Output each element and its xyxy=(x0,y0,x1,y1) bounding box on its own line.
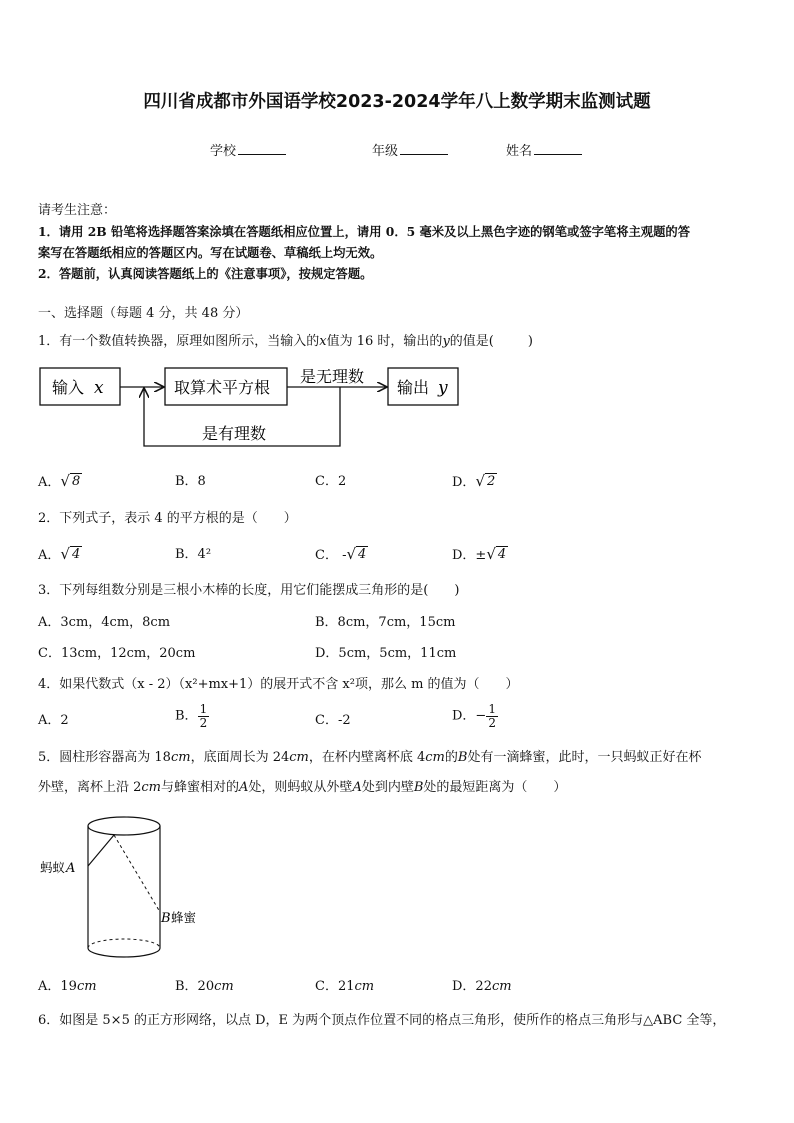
q1-var-y: y xyxy=(442,334,450,349)
section-heading: 一、选择题（每题 4 分，共 48 分） xyxy=(38,306,249,321)
q1-option-d-radicand: 2 xyxy=(487,474,496,489)
q4-option-c: C．-2 xyxy=(315,713,351,728)
q2-stem: 2．下列式子，表示 4 的平方根的是（ ） xyxy=(38,511,297,526)
process-label: 取算术平方根 xyxy=(174,378,271,397)
q5-option-b xyxy=(175,978,234,996)
name-field xyxy=(506,141,582,161)
q5-text: 处有一滴蜂蜜，此时，一只蚂蚁正好在杯 xyxy=(467,750,702,765)
ant-label: 蚂蚁 xyxy=(40,860,66,875)
output-var: y xyxy=(438,378,448,398)
q3-option-c: C．13cm，12cm，20cm xyxy=(38,646,196,661)
q5-cylinder-figure xyxy=(36,808,216,968)
q5-option-c xyxy=(315,978,374,996)
notice-heading: 请考生注意： xyxy=(38,203,117,218)
q5-option-d-value: D．22 xyxy=(452,979,492,994)
q1-option-b: B．8 xyxy=(175,474,206,489)
q2-option-b: B．4² xyxy=(175,547,212,562)
irrational-label: 是无理数 xyxy=(300,367,365,386)
school-blank xyxy=(238,141,286,155)
name-label: 姓名 xyxy=(506,144,533,159)
notice-item-2: 2．答题前，认真阅读答题纸上的《注意事项》，按规定答题。 xyxy=(38,266,373,281)
q3-option-b: B．8cm，7cm，15cm xyxy=(315,615,456,630)
q3-option-a: A．3cm，4cm，8cm xyxy=(38,615,171,630)
q2-option-d-radicand: 4 xyxy=(497,547,507,562)
q1-stem-b: 值为 16 时，输出的 xyxy=(326,334,443,349)
q2-option-c xyxy=(315,546,368,565)
point-b: B xyxy=(413,780,424,795)
q1-var-x: x xyxy=(319,334,327,349)
grade-label: 年级 xyxy=(372,144,399,159)
cylinder-top xyxy=(88,817,160,835)
q5-text: 处，则蚂蚁从外壁 xyxy=(248,780,353,795)
q1-option-a xyxy=(38,473,82,492)
q2-option-c-label: C． - xyxy=(315,548,347,563)
q1-option-c: C．2 xyxy=(315,474,347,489)
q5-line-1 xyxy=(38,749,701,767)
q5-text: 外壁，离杯上沿 2 xyxy=(38,780,142,795)
q1-option-d xyxy=(452,473,497,492)
name-blank xyxy=(534,141,582,155)
q2-option-a-radicand: 4 xyxy=(71,547,81,562)
point-b: B xyxy=(457,750,468,765)
fraction xyxy=(486,703,498,730)
output-label: 输出 xyxy=(397,378,430,397)
q1-stem-d: ) xyxy=(527,334,533,349)
sqrt-symbol: √ 2 xyxy=(475,472,496,490)
rational-label: 是有理数 xyxy=(202,424,267,443)
q4-option-d-label: D．− xyxy=(452,708,487,724)
point-a: A xyxy=(239,780,249,795)
q1-converter-diagram xyxy=(36,362,466,456)
sqrt-symbol: √ 4 xyxy=(486,545,507,563)
notice-item-1b: 案写在答题纸相应的答题区内。写在试题卷、草稿纸上均无效。 xyxy=(38,245,383,260)
q3-option-d: D．5cm，5cm，11cm xyxy=(315,646,457,661)
q1-option-d-label: D． xyxy=(452,475,476,490)
unit-cm: cm xyxy=(170,750,191,765)
q4-option-b-numerator: 1 xyxy=(199,702,208,716)
q4-option-d-denominator: 2 xyxy=(488,716,496,730)
q5-text: ，在杯内壁离杯底 4 xyxy=(308,750,426,765)
unit-cm: cm xyxy=(76,979,97,994)
q5-option-a xyxy=(38,978,97,996)
q4-option-b-label: B． xyxy=(175,708,198,724)
point-a-label: A xyxy=(66,861,76,876)
sqrt-symbol: √ 4 xyxy=(60,545,81,563)
school-field xyxy=(210,141,286,161)
q5-text: ，底面周长为 24 xyxy=(190,750,290,765)
q4-option-d xyxy=(452,703,498,730)
input-var: x xyxy=(94,378,104,398)
unit-cm: cm xyxy=(214,979,234,994)
unit-cm: cm xyxy=(354,979,375,994)
q2-option-d-label: D．± xyxy=(452,548,487,563)
q5-option-c-value: C．21 xyxy=(315,979,355,994)
unit-cm: cm xyxy=(289,750,309,765)
q1-stem-a: 1．有一个数值转换器，原理如图所示，当输入的 xyxy=(38,334,320,349)
point-b-label: B xyxy=(161,911,171,926)
q2-option-a xyxy=(38,546,82,565)
point-a: A xyxy=(352,780,362,795)
q1-option-a-label: A． xyxy=(38,475,61,490)
q5-option-a-value: A．19 xyxy=(38,979,77,994)
ant-path-line xyxy=(88,835,114,866)
page-title: 四川省成都市外国语学校2023-2024学年八上数学期末监测试题 xyxy=(143,92,651,112)
q5-text: 的 xyxy=(444,750,458,765)
q4-option-a: A．2 xyxy=(38,713,69,728)
sqrt-symbol: √ 8 xyxy=(60,472,81,490)
q5-text: 5．圆柱形容器高为 18 xyxy=(38,750,171,765)
q2-option-c-radicand: 4 xyxy=(358,547,367,562)
q1-stem xyxy=(38,333,533,351)
sqrt-symbol: √ 4 xyxy=(346,545,367,563)
q6-stem: 6．如图是 5×5 的正方形网络，以点 D，E 为两个顶点作位置不同的格点三角形，使所作的格点三角形与△ABC 全等， xyxy=(38,1013,726,1028)
q5-option-d xyxy=(452,978,512,996)
inner-path-line xyxy=(114,835,160,912)
school-label: 学校 xyxy=(210,144,237,159)
q1-stem-c: 的值是( xyxy=(449,334,494,349)
q4-option-b-denominator: 2 xyxy=(199,716,208,730)
q2-option-a-label: A． xyxy=(38,548,61,563)
notice-item-1a: 1．请用 2B 铅笔将选择题答案涂填在答题纸相应位置上，请用 0．5 毫米及以上黑色字迹的钢笔或签字笔将主观题的答 xyxy=(38,224,690,239)
input-label: 输入 xyxy=(52,378,85,397)
q5-option-b-value: B．20 xyxy=(175,979,215,994)
q5-text: 处的最短距离为（ ） xyxy=(423,780,567,795)
unit-cm: cm xyxy=(491,979,512,994)
q1-option-a-radicand: 8 xyxy=(71,474,81,489)
bee-label: 蜂蜜 xyxy=(171,910,197,925)
q5-text: 与蜂蜜相对的 xyxy=(161,780,240,795)
grade-blank xyxy=(400,141,448,155)
unit-cm: cm xyxy=(141,780,162,795)
grade-field xyxy=(372,141,448,161)
q3-stem: 3．下列每组数分别是三根小木棒的长度，用它们能摆成三角形的是( ) xyxy=(38,583,460,598)
q5-line-2 xyxy=(38,779,566,797)
q5-text: 处到内壁 xyxy=(361,780,414,795)
cylinder-bottom-front xyxy=(88,948,160,957)
q4-option-b xyxy=(175,703,209,730)
unit-cm: cm xyxy=(425,750,445,765)
fraction xyxy=(198,703,210,730)
q4-stem: 4．如果代数式（x - 2）（x²+mx+1）的展开式不含 x²项，那么 m 的值为（ ） xyxy=(38,677,519,692)
q4-option-d-numerator: 1 xyxy=(488,702,496,716)
q2-option-d xyxy=(452,546,508,565)
cylinder-bottom-back xyxy=(88,939,160,948)
